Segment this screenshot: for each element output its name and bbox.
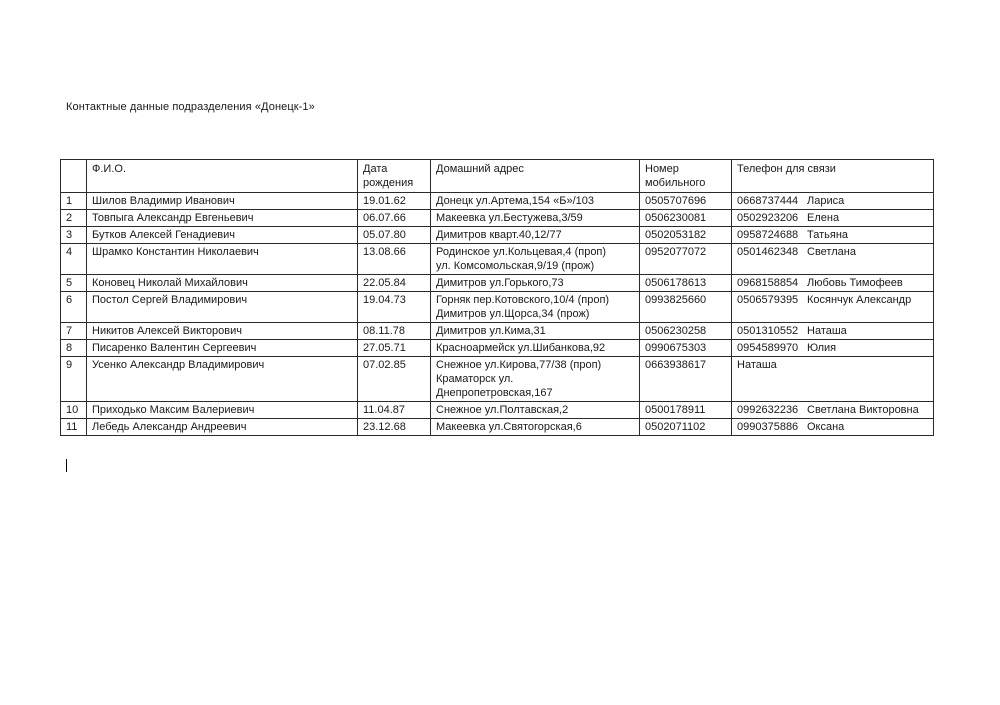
row-number-cell: 2 [61, 210, 87, 227]
birth-date-cell: 22.05.84 [358, 275, 431, 292]
contact-person-name: Татьяна [807, 229, 849, 241]
header-birth-date: Дата рождения [358, 160, 431, 193]
table-row [61, 357, 934, 402]
birth-date-cell: 27.05.71 [358, 340, 431, 357]
full-name-cell: Писаренко Валентин Сергеевич [87, 340, 358, 357]
full-name-cell: Лебедь Александр Андреевич [87, 419, 358, 436]
birth-date-cell: 13.08.66 [358, 244, 431, 275]
row-number-cell: 1 [61, 193, 87, 210]
birth-date-cell: 05.07.80 [358, 227, 431, 244]
header-home-address: Домашний адрес [431, 160, 640, 193]
address-line: Снежное ул.Полтавская,2 [436, 404, 569, 416]
contact-phone-number: 0506579395 [737, 294, 799, 306]
home-address-cell [431, 210, 640, 227]
table-row [61, 292, 934, 323]
address-line: Макеевка ул.Святогорская,6 [436, 421, 582, 433]
full-name-cell: Бутков Алексей Генадиевич [87, 227, 358, 244]
mobile-number-cell: 0502053182 [640, 227, 732, 244]
row-number-cell: 4 [61, 244, 87, 275]
table-row [61, 402, 934, 419]
contact-phone-number: 0668737444 [737, 195, 799, 207]
mobile-number-cell: 0502071102 [640, 419, 732, 436]
address-line: Димитров ул.Горького,73 [436, 277, 564, 289]
contact-phone-number: 0968158854 [737, 277, 799, 289]
full-name-cell: Товпыга Александр Евгеньевич [87, 210, 358, 227]
contact-person-name: Наташа [737, 359, 777, 371]
contact-person-name: Светлана Викторовна [807, 404, 919, 416]
contact-phone-cell [732, 292, 934, 323]
contact-phone-cell [732, 402, 934, 419]
mobile-number-cell: 0663938617 [640, 357, 732, 402]
contact-person-name: Лариса [807, 195, 845, 207]
full-name-cell: Шрамко Константин Николаевич [87, 244, 358, 275]
address-line: Краматорск ул. [436, 373, 514, 385]
home-address-cell [431, 323, 640, 340]
contact-phone-cell [732, 323, 934, 340]
full-name-cell: Шилов Владимир Иванович [87, 193, 358, 210]
mobile-number-cell: 0952077072 [640, 244, 732, 275]
contact-person-name: Елена [807, 212, 840, 224]
address-line: ул. Комсомольская,9/19 (прож) [436, 260, 595, 272]
address-line: Донецк ул.Артема,154 «Б»/103 [436, 195, 595, 207]
contact-person-name: Юлия [807, 342, 837, 354]
contact-phone-cell [732, 244, 934, 275]
table-body [61, 193, 934, 436]
row-number-cell: 11 [61, 419, 87, 436]
address-line: Родинское ул.Кольцевая,4 (проп) [436, 246, 607, 258]
table-row [61, 227, 934, 244]
address-line: Димитров ул.Щорса,34 (прож) [436, 308, 590, 320]
contact-person-name: Оксана [807, 421, 845, 433]
table-row [61, 210, 934, 227]
full-name-cell: Усенко Александр Владимирович [87, 357, 358, 402]
contact-phone-cell [732, 227, 934, 244]
home-address-cell [431, 275, 640, 292]
home-address-cell [431, 193, 640, 210]
birth-date-cell: 23.12.68 [358, 419, 431, 436]
contact-phone-number: 0954589970 [737, 342, 799, 354]
row-number-cell: 5 [61, 275, 87, 292]
table-row [61, 244, 934, 275]
address-line: Красноармейск ул.Шибанкова,92 [436, 342, 606, 354]
contact-phone-cell [732, 340, 934, 357]
birth-date-cell: 06.07.66 [358, 210, 431, 227]
address-line: Макеевка ул.Бестужева,3/59 [436, 212, 583, 224]
header-name: Ф.И.О. [87, 160, 358, 193]
contact-person-name: Косянчук Александр [807, 294, 912, 306]
full-name-cell: Приходько Максим Валериевич [87, 402, 358, 419]
home-address-cell [431, 419, 640, 436]
contact-person-name: Светлана [807, 246, 856, 258]
mobile-number-cell: 0506230258 [640, 323, 732, 340]
birth-date-cell: 07.02.85 [358, 357, 431, 402]
header-number [61, 160, 87, 193]
mobile-number-cell: 0500178911 [640, 402, 732, 419]
contact-phone-cell [732, 419, 934, 436]
contact-phone-cell [732, 357, 934, 402]
birth-date-cell: 11.04.87 [358, 402, 431, 419]
contact-phone-number: 0992632236 [737, 404, 799, 416]
mobile-number-cell: 0990675303 [640, 340, 732, 357]
full-name-cell: Никитов Алексей Викторович [87, 323, 358, 340]
birth-date-cell: 08.11.78 [358, 323, 431, 340]
page-title: Контактные данные подразделения «Донецк-1» [66, 101, 315, 113]
header-mobile-number: Номер мобильного [640, 160, 732, 193]
address-line: Снежное ул.Кирова,77/38 (проп) [436, 359, 602, 371]
row-number-cell: 8 [61, 340, 87, 357]
home-address-cell [431, 227, 640, 244]
contact-phone-number: 0501310552 [737, 325, 799, 337]
birth-date-cell: 19.01.62 [358, 193, 431, 210]
row-number-cell: 9 [61, 357, 87, 402]
table-row [61, 419, 934, 436]
mobile-number-cell: 0505707696 [640, 193, 732, 210]
contact-phone-number: 0502923206 [737, 212, 799, 224]
table-header-row [61, 160, 934, 193]
address-line: Днепропетровская,167 [436, 387, 553, 399]
table-row [61, 193, 934, 210]
row-number-cell: 6 [61, 292, 87, 323]
contact-phone-cell [732, 275, 934, 292]
text-cursor[interactable] [66, 459, 67, 472]
home-address-cell [431, 357, 640, 402]
contact-person-name: Любовь Тимофеев [807, 277, 903, 289]
row-number-cell: 7 [61, 323, 87, 340]
mobile-number-cell: 0506178613 [640, 275, 732, 292]
mobile-number-cell: 0993825660 [640, 292, 732, 323]
row-number-cell: 3 [61, 227, 87, 244]
birth-date-cell: 19.04.73 [358, 292, 431, 323]
contact-phone-cell [732, 193, 934, 210]
contact-phone-number: 0958724688 [737, 229, 799, 241]
address-line: Димитров ул.Кима,31 [436, 325, 546, 337]
mobile-number-cell: 0506230081 [640, 210, 732, 227]
home-address-cell [431, 340, 640, 357]
contact-phone-number: 0990375886 [737, 421, 799, 433]
full-name-cell: Коновец Николай Михайлович [87, 275, 358, 292]
row-number-cell: 10 [61, 402, 87, 419]
contact-phone-number: 0501462348 [737, 246, 799, 258]
table-row [61, 340, 934, 357]
address-line: Димитров кварт.40,12/77 [436, 229, 562, 241]
address-line: Горняк пер.Котовского,10/4 (проп) [436, 294, 610, 306]
contact-phone-cell [732, 210, 934, 227]
contact-person-name: Наташа [807, 325, 847, 337]
table-row [61, 275, 934, 292]
contacts-table [60, 159, 934, 436]
header-contact-phone: Телефон для связи [732, 160, 934, 193]
full-name-cell: Постол Сергей Владимирович [87, 292, 358, 323]
table-row [61, 323, 934, 340]
home-address-cell [431, 292, 640, 323]
home-address-cell [431, 244, 640, 275]
home-address-cell [431, 402, 640, 419]
